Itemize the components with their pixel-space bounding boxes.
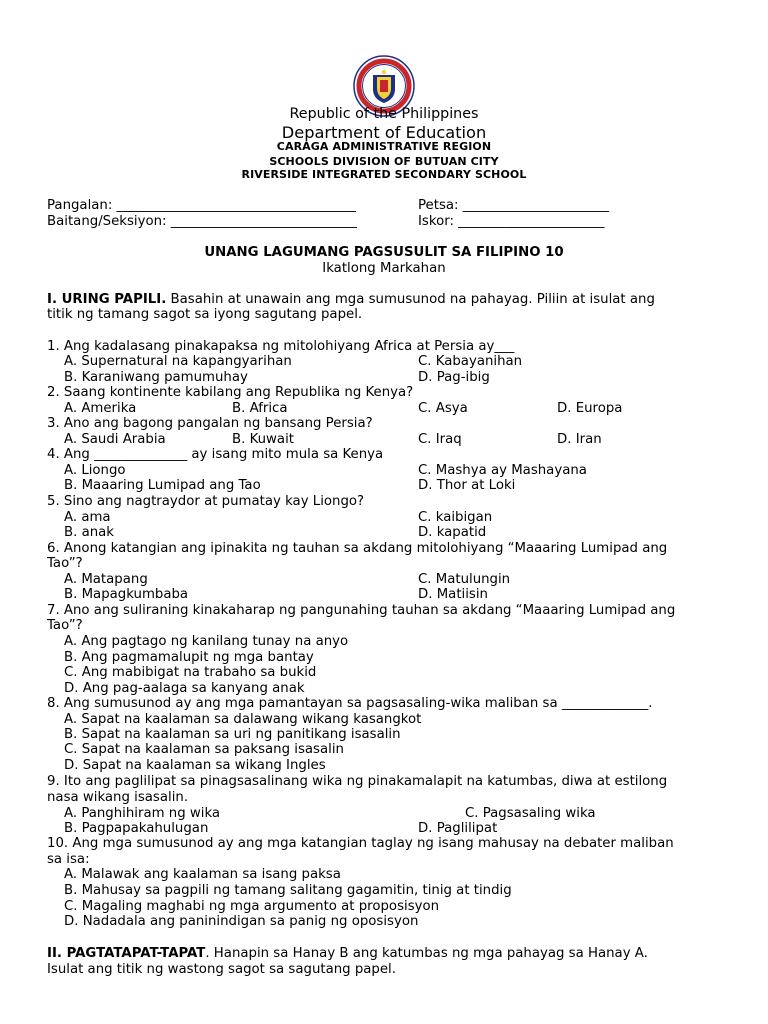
q10-choice-c: C. Magaling maghabi ng mga argumento at proposisyon	[64, 899, 440, 914]
q6-choice-a: A. Matapang	[64, 572, 148, 587]
q2-choice-a: A. Amerika	[64, 401, 137, 416]
q10-choice-d: D. Nadadala ang paninindigan sa panig ng oposisyon	[64, 914, 419, 929]
republic-line: Republic of the Philippines	[289, 106, 479, 122]
q8-choice-b: B. Sapat na kaalaman sa uri ng panitikang isasalin	[64, 727, 401, 742]
q10-choice-b: B. Mahusay sa pagpili ng tamang salitang gagamitin, tinig at tindig	[64, 883, 512, 898]
q5-choice-b: B. anak	[64, 525, 114, 540]
q4-choice-a: A. Liongo	[64, 463, 126, 478]
q1-choice-b: B. Karaniwang pamumuhay	[64, 370, 248, 385]
q4-choice-b: B. Maaaring Lumipad ang Tao	[64, 478, 261, 493]
name-field: Pangalan: ____________________________________	[47, 198, 356, 213]
q8-choice-a: A. Sapat na kaalaman sa dalawang wikang kasangkot	[64, 712, 422, 727]
q5-choice-d: D. kapatid	[418, 525, 487, 540]
q8-choice-c: C. Sapat na kaalaman sa paksang isasalin	[64, 742, 344, 757]
exam-title: UNANG LAGUMANG PAGSUSULIT SA FILIPINO 10	[204, 245, 564, 260]
q9-stem-line1: 9. Ito ang paglilipat sa pinagsasalinang wika ng pinakamalapit na katumbas, diwa at estilong	[47, 774, 668, 789]
q7-choice-d: D. Ang pag-aalaga sa kanyang anak	[64, 681, 305, 696]
department-line: Department of Education	[281, 123, 487, 142]
exam-quarter: Ikatlong Markahan	[322, 261, 446, 276]
part2-instr-line2: Isulat ang titik ng wastong sagot sa sagutang papel.	[47, 962, 396, 977]
q1-stem: 1. Ang kadalasang pinakapaksa ng mitolohiyang Africa at Persia ay___	[47, 339, 515, 354]
part2-instructions	[47, 946, 648, 962]
date-field: Petsa: ______________________	[418, 198, 609, 213]
q1-choice-d: D. Pag-ibig	[418, 370, 490, 385]
q4-stem: 4. Ang ______________ ay isang mito mula sa Kenya	[47, 447, 384, 462]
section-field: Baitang/Seksiyon: ____________________________	[47, 214, 357, 229]
q10-stem-line2: sa isa:	[47, 852, 90, 867]
q3-choice-d: D. Iran	[557, 432, 602, 447]
part2-heading: II. PAGTATAPAT-TAPAT	[47, 946, 206, 961]
q10-choice-a: A. Malawak ang kaalaman sa isang paksa	[64, 867, 341, 882]
q2-choice-b: B. Africa	[232, 401, 288, 416]
q9-choice-c: C. Pagsasaling wika	[465, 806, 596, 821]
q1-choice-c: C. Kabayanihan	[418, 354, 523, 369]
q3-choice-c: C. Iraq	[418, 432, 462, 447]
q5-choice-c: C. kaibigan	[418, 510, 493, 525]
q8-choice-d: D. Sapat na kaalaman sa wikang Ingles	[64, 758, 326, 773]
q4-choice-c: C. Mashya ay Mashayana	[418, 463, 587, 478]
q10-stem-line1: 10. Ang mga sumusunod ay ang mga katangian taglay ng isang mahusay na debater maliban	[47, 836, 674, 851]
q7-choice-b: B. Ang pagmamalupit ng mga bantay	[64, 650, 314, 665]
q3-choice-b: B. Kuwait	[232, 432, 294, 447]
q2-choice-d: D. Europa	[557, 401, 623, 416]
q5-choice-a: A. ama	[64, 510, 111, 525]
q9-stem-line2: nasa wikang isasalin.	[47, 790, 189, 805]
q7-stem-line1: 7. Ano ang suliraning kinakaharap ng pangunahing tauhan sa akdang “Maaaring Lumipad ang	[47, 603, 676, 618]
q6-choice-c: C. Matulungin	[418, 572, 511, 587]
q4-choice-d: D. Thor at Loki	[418, 478, 516, 493]
q6-choice-d: D. Matiisin	[418, 587, 488, 602]
q6-stem-line1: 6. Anong katangian ang ipinakita ng tauhan sa akdang mitolohiyang “Maaaring Lumipad ang	[47, 541, 668, 556]
part1-instr-line2: titik ng tamang sagot sa iyong sagutang papel.	[47, 307, 363, 322]
q1-choice-a: A. Supernatural na kapangyarihan	[64, 354, 292, 369]
part1-heading: I. URING PAPILI.	[47, 292, 167, 307]
q2-stem: 2. Saang kontinente kabilang ang Republika ng Kenya?	[47, 385, 414, 400]
part1-instructions	[47, 292, 655, 308]
school-line: RIVERSIDE INTEGRATED SECONDARY SCHOOL	[241, 168, 527, 181]
part1-instr-line1: Basahin at unawain ang mga sumusunod na pahayag. Piliin at isulat ang	[166, 292, 655, 307]
q9-choice-a: A. Panghihiram ng wika	[64, 806, 221, 821]
score-field: Iskor: ______________________	[418, 214, 605, 229]
q7-choice-c: C. Ang mabibigat na trabaho sa bukid	[64, 665, 317, 680]
q3-choice-a: A. Saudi Arabia	[64, 432, 166, 447]
q6-stem-line2: Tao”?	[47, 556, 83, 571]
part2-instr-line1: . Hanapin sa Hanay B ang katumbas ng mga pahayag sa Hanay A.	[205, 946, 648, 961]
q8-stem: 8. Ang sumusunod ay ang mga pamantayan sa pagsasaling-wika maliban sa _____________.	[47, 696, 653, 711]
q6-choice-b: B. Mapagkumbaba	[64, 587, 189, 602]
q5-stem: 5. Sino ang nagtraydor at pumatay kay Liongo?	[47, 494, 365, 509]
division-line: SCHOOLS DIVISION OF BUTUAN CITY	[269, 155, 499, 168]
q7-stem-line2: Tao”?	[47, 618, 83, 633]
q9-choice-d: D. Paglilipat	[418, 821, 498, 836]
q9-choice-b: B. Pagpapakahulugan	[64, 821, 209, 836]
q7-choice-a: A. Ang pagtago ng kanilang tunay na anyo	[64, 634, 349, 649]
q3-stem: 3. Ano ang bagong pangalan ng bansang Persia?	[47, 416, 373, 431]
q2-choice-c: C. Asya	[418, 401, 468, 416]
region-line: CARAGA ADMINISTRATIVE REGION	[276, 140, 492, 153]
